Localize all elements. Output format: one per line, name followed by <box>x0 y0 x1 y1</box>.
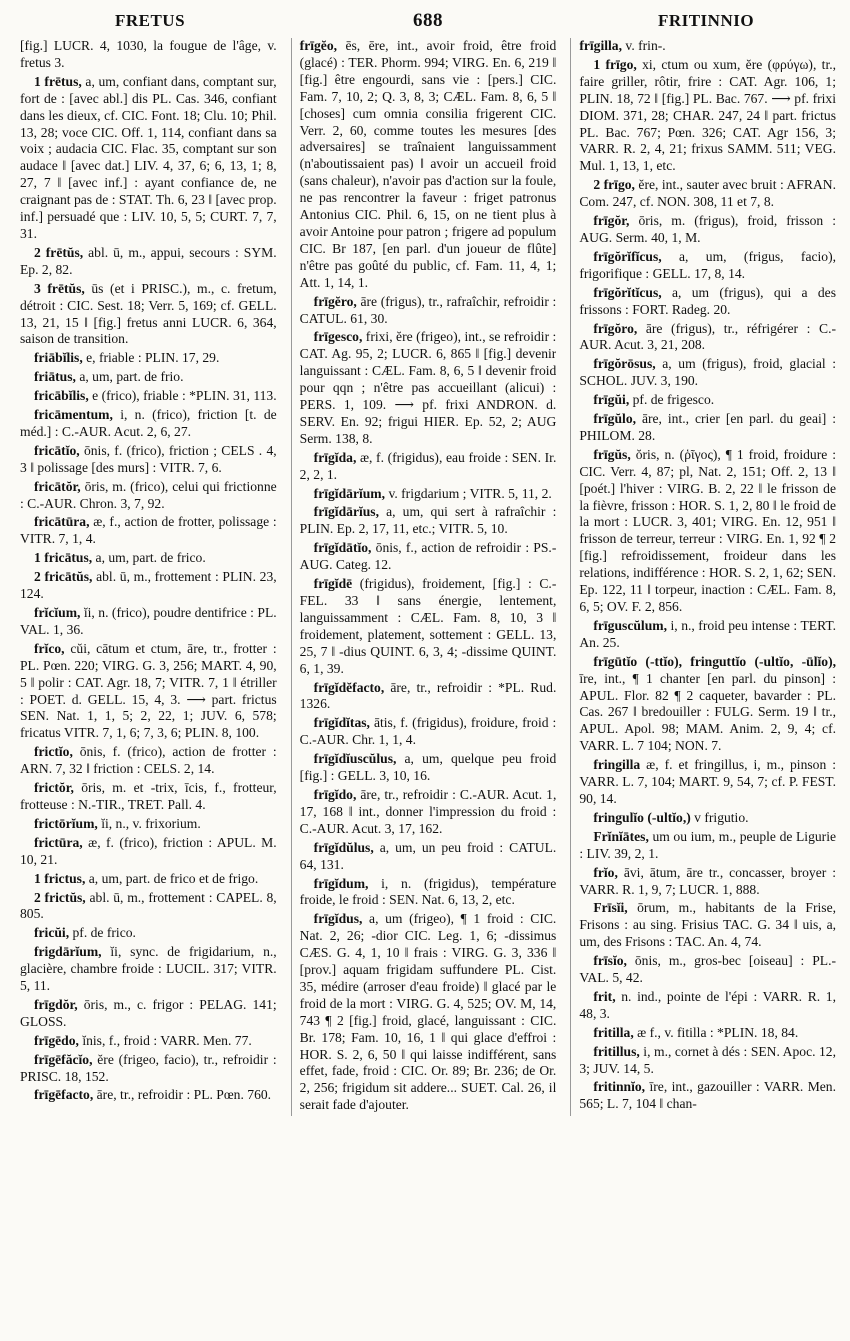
entry-definition: a, um, qui sert à rafraîchir : PLIN. Ep. 2, 17, 11, etc.; VITR. 5, 10. <box>299 504 557 537</box>
entry-headword: 1 frētus, <box>34 73 82 89</box>
entry-definition: ōris, m., c. frigor : PELAG. 141; GLOSS. <box>20 996 277 1029</box>
dictionary-entry <box>20 514 277 548</box>
dictionary-entry <box>579 285 836 319</box>
entry-headword: frīgŭs, <box>593 446 631 462</box>
entry-headword: frīgŏrĭfĭcus, <box>593 248 662 264</box>
entry-headword: frĭco, <box>34 640 65 656</box>
entry-definition: i, m., cornet à dés : SEN. Apoc. 12, 3; JUV. 14, 5. <box>579 1043 837 1076</box>
dictionary-entry <box>579 57 836 175</box>
dictionary-entry <box>20 871 277 888</box>
entry-definition: īre, int., gazouiller : VARR. Men. 565; L. 7, 104 ‖ chan- <box>579 1079 837 1112</box>
dictionary-entry <box>20 816 277 833</box>
entry-definition: ōnis, m., gros-bec [oiseau] : PL.-VAL. 5, 42. <box>579 953 837 986</box>
dictionary-entry <box>300 540 557 574</box>
dictionary-entry <box>20 569 277 603</box>
dictionary-entry <box>300 715 557 749</box>
entry-headword: frictōrĭum, <box>34 815 98 831</box>
dictionary-entry <box>300 680 557 714</box>
entry-definition: a, um (frigus), qui a des frissons : FORT. Radeg. 20. <box>579 284 837 317</box>
entry-headword: frīgdŏr, <box>34 996 78 1012</box>
dictionary-entry <box>20 369 277 386</box>
dictionary-entry <box>300 486 557 503</box>
dictionary-entry <box>579 411 836 445</box>
entry-headword: frīgēfacto, <box>34 1087 94 1103</box>
entry-headword: fringulĭo (-ultĭo,) <box>593 809 691 825</box>
entry-headword: frīgŏr, <box>593 213 630 229</box>
entry-definition: abl. ū, m., frottement : CAPEL. 8, 805. <box>20 889 277 922</box>
dictionary-entry <box>20 780 277 814</box>
entry-definition: ōnis, f. (frico), action de frotter : ARN. 7, 32 ‖ friction : CELS. 2, 14. <box>20 744 277 777</box>
column-middle <box>291 38 557 1116</box>
dictionary-entry <box>20 925 277 942</box>
entry-headword: frīgesco, <box>313 329 363 345</box>
dictionary-entry <box>300 751 557 785</box>
entry-headword: frīgĭdŭlus, <box>313 839 374 855</box>
entry-definition: ĭi, n. (frico), poudre dentifrice : PL. VAL. 1, 36. <box>20 605 277 637</box>
dictionary-entry <box>579 829 836 863</box>
entry-definition: xi, ctum ou xum, ĕre (φρύγω), tr., faire griller, rôtir, frire : CAT. Agr. 106, 1; PLIN. 18, 72 ‖ [fig.] PL. Bac. 767. ⟶ pf. frixi DIOM. 371, 28; CHAR. 247, 24 ‖ part. frictus PL. Bac. 767; Pœn. 326; CAT. Agr 156, 3; VARR. R. 2, 4, 21; frixus SAMM. 511; VEG. Mul. 1, 13, 1, etc. <box>579 56 837 174</box>
entry-definition: a, um, part. de frico. <box>92 550 206 566</box>
entry-headword: frīguscŭlum, <box>593 617 667 633</box>
entry-definition: æ, f. (frico), friction : APUL. M. 10, 21. <box>20 834 277 867</box>
entry-headword: frictĭo, <box>34 744 73 760</box>
entry-definition: āre (frigus), tr., réfrigérer : C.-AUR. Acut. 3, 21, 208. <box>579 320 837 353</box>
entry-definition: um ou ium, m., peuple de Ligurie : LIV. 39, 2, 1. <box>579 828 837 861</box>
dictionary-entry <box>20 641 277 742</box>
entry-definition: ĕre (frigeo, facio), tr., refroidir : PRISC. 18, 152. <box>20 1051 277 1084</box>
entry-definition: āre, int., crier [en parl. du geai] : PHILOM. 28. <box>579 411 837 443</box>
dictionary-entry <box>579 953 836 987</box>
entry-definition: abl. ū, m., frottement : PLIN. 23, 124. <box>20 569 277 602</box>
entry-headword: frĭcĭum, <box>34 605 81 620</box>
entry-headword: fricātŏr, <box>34 478 81 494</box>
entry-headword: frīgilla, <box>579 38 623 53</box>
entry-headword: frīgĭdĭtas, <box>313 715 370 731</box>
dictionary-entry <box>300 38 557 292</box>
entry-headword: frīgĭdum, <box>313 875 369 891</box>
entry-definition: æ f., v. fitilla : *PLIN. 18, 84. <box>633 1024 799 1040</box>
text-columns <box>20 38 836 1116</box>
entry-definition: āre (frigus), tr., rafraîchir, refroidir : CATUL. 61, 30. <box>299 293 557 326</box>
dictionary-entry <box>300 911 557 1114</box>
entry-definition: ōnis, f. (frico), friction ; CELS . 4, 3 ‖ polissage [des murs] : VITR. 7, 6. <box>20 442 277 475</box>
dictionary-entry <box>579 249 836 283</box>
entry-headword: 2 frīgo, <box>593 177 635 193</box>
entry-definition: ĭnis, f., froid : VARR. Men. 77. <box>78 1032 252 1048</box>
entry-definition: [fig.] LUCR. 4, 1030, la fougue de l'âge, v. fretus 3. <box>20 38 277 70</box>
entry-headword: friātus, <box>34 369 76 385</box>
entry-definition: a, um, un peu froid : CATUL. 64, 131. <box>299 839 557 872</box>
dictionary-entry <box>579 810 836 827</box>
dictionary-entry <box>20 281 277 349</box>
dictionary-entry <box>579 1025 836 1042</box>
entry-definition: e (frico), friable : *PLIN. 31, 113. <box>88 388 277 404</box>
dictionary-entry <box>300 329 557 447</box>
entry-definition: v. frin-. <box>622 38 666 53</box>
entry-headword: 1 fricātus, <box>34 550 93 566</box>
dictionary-entry <box>579 356 836 390</box>
entry-definition: āvi, ātum, āre tr., concasser, broyer : VARR. R. 1, 9, 7; LUCR. 1, 888. <box>579 864 837 897</box>
dictionary-entry <box>300 294 557 328</box>
entry-definition: ōnis, f., action de refroidir : PS.-AUG. Categ. 12. <box>299 540 557 573</box>
dictionary-entry <box>20 550 277 567</box>
entry-headword: frīgĭdus, <box>313 911 363 927</box>
dictionary-entry <box>20 407 277 441</box>
dictionary-entry <box>300 576 557 677</box>
dictionary-entry <box>579 447 836 616</box>
entry-definition: ōris, m. (frigus), froid, frisson : AUG. Serm. 40, 1, M. <box>579 213 837 245</box>
entry-headword: frīgĭda, <box>313 449 357 465</box>
entry-definition: (frigidus), froidement, [fig.] : C.-FEL. 33 ‖ sans énergie, lentement, languissamment : CÆL. Fam. 8, 10, 3 ‖ froidement, platement, sottement : GELL. 13, 25, 7 ‖ -dius QUINT. 6, 3, 4; -dissime QUINT. 6, 1, 39. <box>299 576 557 676</box>
dictionary-entry <box>20 997 277 1031</box>
entry-definition: a, um, confiant dans, comptant sur, fort de : [avec abl.] dis PL. Cas. 346, confiant dans les dieux, cf. CIC. Font. 18; Clu. 10; Phil. 13, 28; voce CIC. Off. 1, 114, confiant dans sa voix ; audacia CIC. Flac. 35, comptant sur son audace ‖ [avec dat.] LIV. 4, 37, 6; 6, 13, 1; 8, 27, 7 ‖ [avec inf.] : ayant confiance de, ne craignant pas de : STAT. Th. 6, 23 ‖ [avec prop. inf.] persuadé que : LIV. 10, 5, 5; CURT. 7, 7, 31. <box>20 73 277 241</box>
entry-definition: æ, f. et fringillus, i, m., pinson : VARR. L. 7, 104; MART. 9, 54, 7; cf. P. FEST. 90, 14. <box>579 757 837 806</box>
dictionary-entry <box>579 989 836 1023</box>
dictionary-entry <box>20 74 277 243</box>
entry-definition: ŏris, n. (ῥῖγος), ¶ 1 froid, froidure : CIC. Verr. 4, 87; pl, Nat. 2, 151; Off. 2, 13 ‖ [poét.] l'hiver : VIRG. B. 2, 22 ‖ le frisson de la fièvre, frisson : HOR. S. 1, 2, 80 ‖ le froid de la mort : LUCR. 3, 401; VIRG. En. 12, 951 ‖ frisson de terreur, terreur : VIRG. En. 1, 92 ¶ 2 [fig.] refroidissement, froideur dans les relations, indifférence : HOR. S. 2, 1, 62; SEN. Ep. 122, 11 ‖ torpeur, inaction : CÆL. Fam. 8, 6, 5; OV. F. 2, 856. <box>579 446 837 614</box>
entry-headword: 2 frictŭs, <box>34 889 86 905</box>
entry-headword: 2 fricātŭs, <box>34 569 93 585</box>
dictionary-entry <box>20 744 277 778</box>
entry-definition: īre, int., ¶ 1 chanter [en parl. du pinson] : APUL. Flor. 82 ¶ 2 caqueter, bavarder : PL. Cas. 267 ‖ bredouiller : FULG. Serm. 19 ‖ tr., APUL. Apol. 98; MAM. Anim. 2, 9, 4; cf. VARR. L. 7 104; NON. 7. <box>579 670 837 754</box>
entry-definition: a, um, part. de frio. <box>75 369 184 385</box>
entry-headword: frīgŏro, <box>593 320 638 336</box>
dictionary-entry <box>579 38 836 55</box>
dictionary-entry <box>579 321 836 355</box>
entry-headword: 1 frīgo, <box>593 56 637 72</box>
dictionary-entry <box>579 618 836 652</box>
entry-definition: ātis, f. (frigidus), froidure, froid : C.-AUR. Chr. 1, 1, 4. <box>299 715 557 748</box>
dictionary-entry <box>300 840 557 874</box>
entry-definition: a, um (frigus), froid, glacial : SCHOL. JUV. 3, 190. <box>579 356 837 389</box>
entry-definition: āre, tr., refroidir : C.-AUR. Acut. 1, 17, 168 ‖ int., donner l'impression du froid : C.-AUR. Acut. 3, 17, 162. <box>299 786 557 836</box>
column-right <box>570 38 836 1116</box>
dictionary-entry <box>20 890 277 924</box>
dictionary-entry <box>300 876 557 910</box>
running-header <box>20 6 836 36</box>
entry-definition: v. frigdarium ; VITR. 5, 11, 2. <box>385 485 552 501</box>
entry-definition: abl. ū, m., appui, secours : SYM. Ep. 2, 82. <box>20 244 277 277</box>
dictionary-entry <box>300 787 557 838</box>
dictionary-entry <box>579 865 836 899</box>
entry-headword: Frĭnĭātes, <box>593 828 649 844</box>
entry-definition: i, n. (frico), friction [t. de méd.] : C.-AUR. Acut. 2, 6, 27. <box>20 407 277 439</box>
column-left <box>20 38 277 1116</box>
dictionary-entry <box>20 1033 277 1050</box>
dictionary-entry <box>579 1044 836 1078</box>
entry-headword: frīgĭdātĭo, <box>313 540 372 556</box>
entry-definition: ĕre, int., sauter avec bruit : AFRAN. Com. 247, cf. NON. 308, 11 et 7, 8. <box>579 177 837 210</box>
entry-headword: fricābĭlis, <box>34 388 89 404</box>
entry-definition: i, n. (frigidus), température froide, le froid : SEN. Nat. 6, 13, 2, etc. <box>299 875 557 908</box>
dictionary-entry <box>20 388 277 405</box>
entry-definition: ōrum, m., habitants de la Frise, Frisons : au sing. Frisius TAC. G. 34 ‖ uis, a, um, des Frisons : TAC. An. 4, 74. <box>579 900 837 950</box>
dictionary-entry <box>579 757 836 808</box>
entry-headword: frīgĭdo, <box>313 786 357 802</box>
entry-headword: fritilla, <box>593 1024 634 1040</box>
dictionary-entry <box>20 1052 277 1086</box>
entry-headword: frīsĭo, <box>593 953 627 969</box>
dictionary-entry <box>20 944 277 995</box>
entry-headword: frīgĭdē <box>313 576 353 592</box>
dictionary-entry <box>579 654 836 755</box>
entry-headword: fricāmentum, <box>34 407 113 423</box>
entry-definition: ēs, ēre, int., avoir froid, être froid (glacé) : TER. Phorm. 994; VIRG. En. 6, 219 ‖ [fig.] être engourdi, sans vie : [pers.] CIC. Fam. 7, 10, 2; Q. 3, 8, 3; CÆL. Fam. 8, 6, 5 ‖ [choses] cum omnia consilia frigerent CIC. Verr. 2, 60, comme toutes les mesures [des adversaires] se traînaient languissamment (n'aboutissaient pas) ‖ avoir un accueil froid (sans chaleur), n'avoir pas d'action sur la foule, ne pas rencontrer la faveur : friget patronus Antonius CIC. Phil. 6, 15, on ne tient plus à avoir Antoine pour patron ; frigere ad populum CIC. Br 187, [en parl. d'un joueur de flûte] n'être pas goûté du public, cf. Fam. 11, 4, 1; Att. 1, 14, 1. <box>299 38 557 290</box>
entry-definition: ĭi, sync. de frigidarium, n., glacière, chambre froide : LUCIL. 317; VITR. 5, 11. <box>20 944 277 994</box>
entry-headword: frictūra, <box>34 834 83 850</box>
entry-definition: pf. de frigesco. <box>629 392 715 408</box>
entry-headword: friābĭlis, <box>34 350 83 366</box>
entry-definition: æ, f., action de frotter, polissage : VITR. 7, 1, 4. <box>20 514 277 547</box>
entry-headword: frīgĕro, <box>313 293 357 309</box>
dictionary-entry <box>20 443 277 477</box>
entry-headword: fringilla <box>593 757 641 773</box>
entry-headword: frīgĭdārĭus, <box>313 504 379 520</box>
entry-headword: fritinnĭo, <box>593 1079 646 1095</box>
entry-headword: frīgŏrōsus, <box>593 356 656 372</box>
entry-definition: a, um, quelque peu froid [fig.] : GELL. 3, 10, 16. <box>299 751 557 784</box>
entry-definition: v frigutio. <box>690 809 749 825</box>
entry-headword: fricātūra, <box>34 514 90 530</box>
dictionary-entry <box>20 835 277 869</box>
entry-definition: ōris, m. et -trix, īcis, f., frotteur, frotteuse : N.-TIR., TRET. Pall. 4. <box>20 780 277 812</box>
entry-definition: āre, tr., refroidir : *PL. Rud. 1326. <box>299 679 557 712</box>
entry-definition: ōris, m. (frico), celui qui frictionne : C.-AUR. Chron. 3, 7, 92. <box>20 478 277 511</box>
entry-headword: 2 frētŭs, <box>34 244 84 260</box>
page-number: 688 <box>413 10 443 31</box>
entry-headword: Frīsĭi, <box>593 900 628 916</box>
entry-headword: frīgĭdārĭum, <box>313 485 386 501</box>
entry-definition: āre, tr., refroidir : PL. Pœn. 760. <box>93 1087 272 1103</box>
entry-definition: a, um (frigeo), ¶ 1 froid : CIC. Nat. 2, 26; -dior CIC. Leg. 1, 6; -dissimus CÆS. G. 4, 1, 10 ‖ frais : VIRG. G. 3, 336 ‖ [prov.] aquam frigidam suffundere PL. Cist. 35, médire (arroser d'eau froide) ‖ glacé par le froid de la mort : VIRG. G. 4, 525; OV. M, 14, 743 ¶ 2 [fig.] froid, glacé, languissant : CIC. Br. 178; Fam. 10, 16, 1 ‖ qui glace d'effroi : HOR. S. 2, 6, 50 ‖ qui laisse indifférent, sans effet, fade, froid : CIC. Or. 89; Br. 236; de Or. 2, 256; frigidum sit addere... SUET. Cal. 26, il serait fade d'ajouter. <box>299 911 557 1113</box>
header-right-guideword: FRITINNIO <box>657 11 755 30</box>
entry-definition: a, um, part. de frico et de frigo. <box>85 870 259 886</box>
entry-headword: fritillus, <box>593 1043 640 1059</box>
entry-definition: pf. de frico. <box>69 925 136 941</box>
entry-headword: frigdārĭum, <box>34 944 102 960</box>
entry-definition: e, friable : PLIN. 17, 29. <box>82 350 220 366</box>
dictionary-entry <box>20 605 277 639</box>
entry-headword: 1 frictus, <box>34 870 86 886</box>
dictionary-entry <box>300 504 557 538</box>
entry-definition: n. ind., pointe de l'épi : VARR. R. 1, 48, 3. <box>579 988 837 1021</box>
dictionary-entry <box>579 1079 836 1113</box>
entry-headword: frīgŏrĭtĭcus, <box>593 284 662 300</box>
entry-headword: frīgŭlo, <box>593 411 637 427</box>
dictionary-entry <box>20 1087 277 1104</box>
entry-headword: frictŏr, <box>34 780 74 796</box>
entry-headword: frīgĭdĕfacto, <box>313 679 385 695</box>
dictionary-entry <box>20 350 277 367</box>
entry-headword: fricŭi, <box>34 925 70 941</box>
entry-headword: fricātĭo, <box>34 442 80 458</box>
dictionary-entry <box>20 479 277 513</box>
entry-headword: frīgūtĭo (-ttĭo), fringuttĭo (-ultĭo, -ūlĭo), <box>593 653 837 669</box>
entry-definition: æ, f. (frigidus), eau froide : SEN. Ir. 2, 2, 1. <box>299 449 557 482</box>
entry-headword: frīgēdo, <box>34 1032 79 1048</box>
dictionary-entry <box>300 450 557 484</box>
entry-definition: i, n., froid peu intense : TERT. An. 25. <box>579 617 837 650</box>
dictionary-entry <box>579 392 836 409</box>
dictionary-entry <box>20 38 277 72</box>
entry-headword: frit, <box>593 988 616 1004</box>
entry-definition: ūs (et i PRISC.), m., c. fretum, détroit : CIC. Sest. 18; Verr. 5, 169; cf. GELL. 13, 21, 15 ‖ [fig.] fretus anni LUCR. 6, 364, saison de transition. <box>20 280 277 347</box>
entry-definition: a, um, (frigus, facio), frigorifique : GELL. 17, 8, 14. <box>579 248 837 281</box>
entry-headword: frīgŭi, <box>593 392 630 408</box>
dictionary-entry <box>20 245 277 279</box>
entry-definition: cŭi, cātum et ctum, āre, tr., frotter : PL. Pœn. 220; VIRG. G. 3, 256; MART. 4, 90, 5 ‖ polir : CAT. Agr. 18, 7; VITR. 7, 1 ‖ étriller : POET. d. GELL. 15, 4, 3. ⟶ part. frictus SEN. Nat. 1, 1, 5; 2, 22, 1; JUV. 6, 578; fricatus VITR. 7, 1, 6; 7, 3, 6; PLIN. 8, 100. <box>20 640 277 741</box>
entry-definition: frixi, ĕre (frigeo), int., se refroidir : CAT. Ag. 95, 2; LUCR. 6, 865 ‖ [fig.] devenir languissant : CÆL. Fam. 8, 6, 5 ‖ devenir froid pour qqn ; n'être pas accueillant (alicui) : PERS. 1, 109. ⟶ pf. frixi ANDRON. d. SERV. En. 92; frigui HIER. Ep. 52, 2; AUG Serm. 138, 8. <box>299 329 557 446</box>
dictionary-entry <box>579 213 836 247</box>
header-left-guideword: FRETUS <box>114 11 186 30</box>
entry-definition: ĭi, n., v. frixorium. <box>97 815 201 831</box>
entry-headword: 3 frētŭs, <box>34 280 85 296</box>
entry-headword: frĭo, <box>593 864 618 880</box>
dictionary-entry <box>579 177 836 211</box>
entry-headword: frīgĕo, <box>299 38 338 53</box>
entry-headword: frīgēfăcĭo, <box>34 1051 93 1067</box>
dictionary-entry <box>579 900 836 951</box>
entry-headword: frīgĭdĭuscŭlus, <box>313 751 397 767</box>
